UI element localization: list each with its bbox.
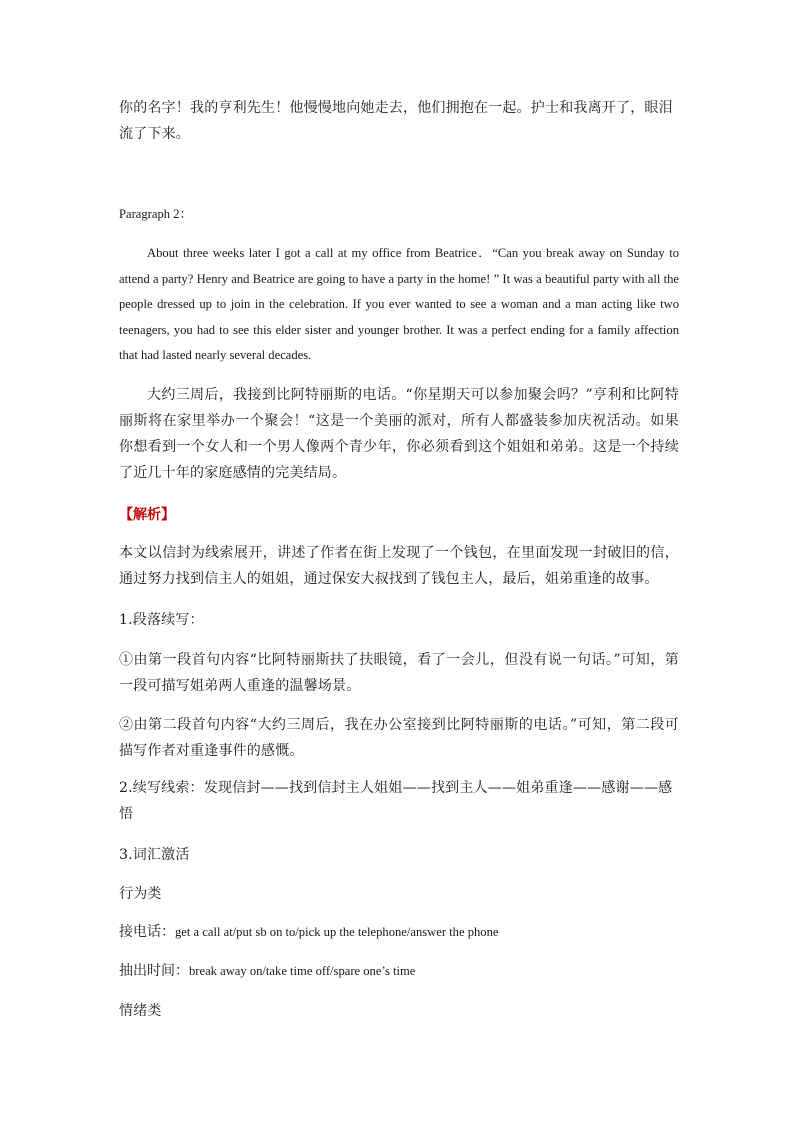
analysis-heading: 【解析】 (119, 507, 175, 523)
vocab-value: break away on/take time off/spare one’s time (189, 964, 416, 978)
paragraph2-label: Paragraph 2： (119, 207, 193, 221)
category-behavior: 行为类 (119, 886, 162, 902)
section3-title: 3.词汇激活 (119, 847, 190, 863)
section1-title: 1.段落续写： (119, 612, 204, 628)
category-emotion: 情绪类 (119, 1003, 162, 1019)
point-2: ②由第二段首句内容“大约三周后，我在办公室接到比阿特丽斯的电话。”可知，第二段可描写作者对重逢事件的感慨。 (119, 717, 679, 759)
vocab-label: 接电话： (119, 924, 175, 940)
vocab-value: get a call at/put sb on to/pick up the telephone/answer the phone (175, 925, 499, 939)
section2-clues: 2.续写线索：发现信封——找到信封主人姐姐——找到主人——姐弟重逢——感谢——感悟 (119, 780, 673, 822)
vocab-item-phone (119, 919, 679, 945)
paragraph2-english: About three weeks later I got a call at my office from Beatrice．“Can you break away on Sunday to attend a party? Henry and Beatrice are going to have a party in the home! ” It was a beautiful party with all the people dressed up to join in the celebration. If you ever wanted to see a woman and a man acting like two teenagers, you had to see this elder sister and younger brother. It was a perfect ending for a family affection that had lasted nearly several decades. (119, 246, 679, 362)
paragraph2-chinese: 大约三周后，我接到比阿特丽斯的电话。“你星期天可以参加聚会吗？”亨利和比阿特丽斯将在家里举办一个聚会！“这是一个美丽的派对，所有人都盛装参加庆祝活动。如果你想看到一个女人和一个男人像两个青少年，你必须看到这个姐姐和弟弟。这是一个持续了近几十年的家庭感情的完美结局。 (119, 387, 679, 481)
analysis-summary: 本文以信封为线索展开，讲述了作者在街上发现了一个钱包，在里面发现一封破旧的信，通过努力找到信主人的姐姐，通过保安大叔找到了钱包主人，最后，姐弟重逢的故事。 (119, 545, 679, 587)
vocab-item-time (119, 958, 679, 984)
point-1: ①由第一段首句内容“比阿特丽斯扶了扶眼镜，看了一会儿，但没有说一句话。”可知，第一段可描写姐弟两人重逢的温馨场景。 (119, 652, 679, 694)
top-paragraph: 你的名字！我的亨利先生！他慢慢地向她走去，他们拥抱在一起。护士和我离开了，眼泪流了下来。 (119, 100, 673, 142)
vocab-label: 抽出时间： (119, 963, 189, 979)
